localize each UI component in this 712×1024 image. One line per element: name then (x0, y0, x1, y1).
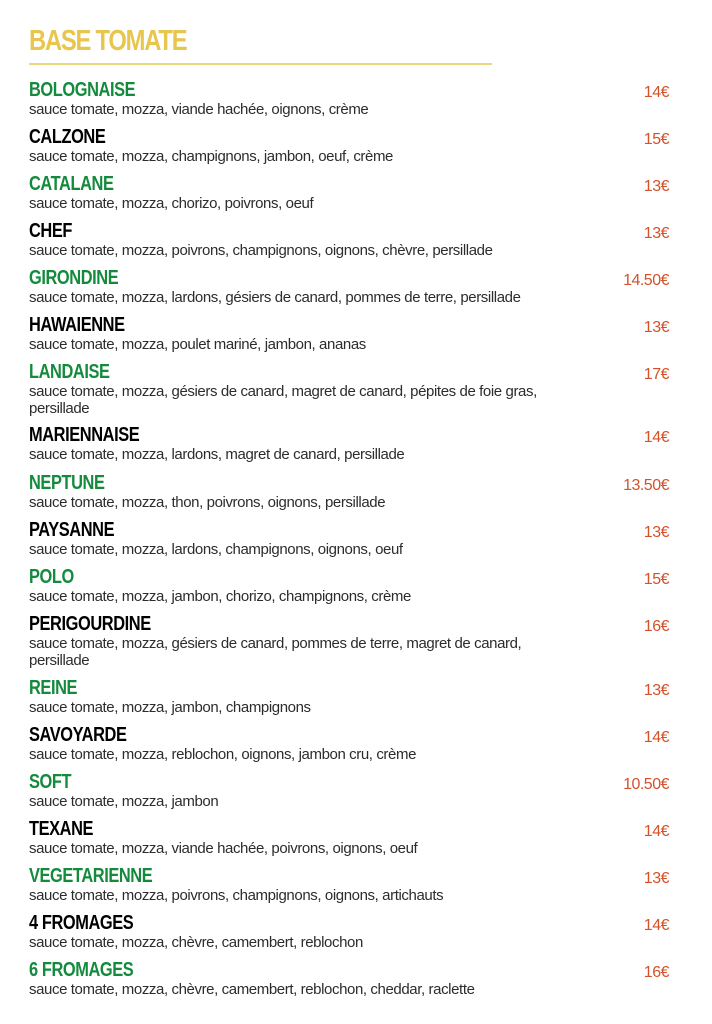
item-description: sauce tomate, mozza, jambon, champignons (29, 699, 311, 716)
item-name: MARIENNAISE (29, 424, 140, 446)
menu-item (29, 126, 669, 173)
menu-item (29, 472, 669, 519)
menu-item (29, 361, 669, 424)
item-description: sauce tomate, mozza, lardons, champignons, oignons, oeuf (29, 541, 403, 558)
item-price: 16€ (643, 964, 669, 981)
item-name: 4 FROMAGES (29, 912, 134, 934)
item-price: 13€ (643, 524, 669, 541)
item-name: 6 FROMAGES (29, 959, 134, 981)
item-description: sauce tomate, mozza, poivrons, champignons, oignons, artichauts (29, 887, 444, 904)
item-name: GIRONDINE (29, 267, 119, 289)
item-description: sauce tomate, mozza, lardons, gésiers de canard, pommes de terre, persillade (29, 289, 521, 306)
menu-item (29, 519, 669, 566)
item-description: sauce tomate, mozza, chèvre, camembert, reblochon (29, 934, 363, 951)
item-description: sauce tomate, mozza, poulet mariné, jambon, ananas (29, 336, 366, 353)
item-price: 13€ (643, 682, 669, 699)
item-name: PAYSANNE (29, 519, 115, 541)
menu-item (29, 724, 669, 771)
item-price: 15€ (643, 131, 669, 148)
item-name: NEPTUNE (29, 472, 105, 494)
menu-item (29, 959, 669, 1006)
item-description: sauce tomate, mozza, lardons, magret de canard, persillade (29, 446, 405, 463)
menu-item (29, 79, 669, 126)
item-description: sauce tomate, mozza, jambon (29, 793, 219, 810)
item-name: BOLOGNAISE (29, 79, 136, 101)
menu-item (29, 677, 669, 724)
item-price: 10.50€ (623, 776, 669, 793)
item-price: 14.50€ (623, 272, 669, 289)
item-name: CALZONE (29, 126, 106, 148)
item-price: 13€ (643, 870, 669, 887)
menu-item (29, 220, 669, 267)
item-name: CHEF (29, 220, 73, 242)
section-title: BASE TOMATE (29, 25, 187, 57)
menu-item (29, 865, 669, 912)
item-description: sauce tomate, mozza, champignons, jambon, oeuf, crème (29, 148, 393, 165)
item-description: sauce tomate, mozza, reblochon, oignons, jambon cru, crème (29, 746, 417, 763)
item-price: 13€ (643, 225, 669, 242)
item-price: 13€ (643, 319, 669, 336)
item-price: 14€ (643, 823, 669, 840)
item-price: 14€ (643, 84, 669, 101)
item-name: PERIGOURDINE (29, 613, 151, 635)
item-name: VEGETARIENNE (29, 865, 153, 887)
menu-item (29, 267, 669, 314)
menu-item (29, 566, 669, 613)
item-description: sauce tomate, mozza, gésiers de canard, magret de canard, pépites de foie gras, persillade (29, 383, 537, 417)
menu-item (29, 818, 669, 865)
item-name: LANDAISE (29, 361, 110, 383)
menu-item (29, 613, 669, 677)
item-price: 16€ (643, 618, 669, 635)
item-price: 13.50€ (623, 477, 669, 494)
menu-item (29, 424, 669, 472)
item-price: 14€ (643, 917, 669, 934)
item-price: 17€ (643, 366, 669, 383)
menu-list (29, 79, 669, 1006)
item-price: 14€ (643, 729, 669, 746)
item-name: SAVOYARDE (29, 724, 127, 746)
menu-item (29, 771, 669, 818)
item-description: sauce tomate, mozza, chèvre, camembert, reblochon, cheddar, raclette (29, 981, 475, 998)
item-name: REINE (29, 677, 78, 699)
item-description: sauce tomate, mozza, poivrons, champignons, oignons, chèvre, persillade (29, 242, 493, 259)
item-description: sauce tomate, mozza, jambon, chorizo, champignons, crème (29, 588, 411, 605)
item-price: 13€ (643, 178, 669, 195)
item-name: SOFT (29, 771, 72, 793)
title-divider (29, 63, 492, 65)
item-description: sauce tomate, mozza, viande hachée, oignons, crème (29, 101, 369, 118)
item-description: sauce tomate, mozza, viande hachée, poivrons, oignons, oeuf (29, 840, 418, 857)
menu-item (29, 912, 669, 959)
item-name: POLO (29, 566, 74, 588)
menu-item (29, 314, 669, 361)
item-price: 15€ (643, 571, 669, 588)
item-name: TEXANE (29, 818, 94, 840)
item-price: 14€ (643, 429, 669, 446)
item-description: sauce tomate, mozza, thon, poivrons, oignons, persillade (29, 494, 386, 511)
menu-item (29, 173, 669, 220)
item-description: sauce tomate, mozza, chorizo, poivrons, oeuf (29, 195, 314, 212)
item-name: CATALANE (29, 173, 114, 195)
item-description: sauce tomate, mozza, gésiers de canard, pommes de terre, magret de canard, persillade (29, 635, 522, 669)
item-name: HAWAIENNE (29, 314, 125, 336)
